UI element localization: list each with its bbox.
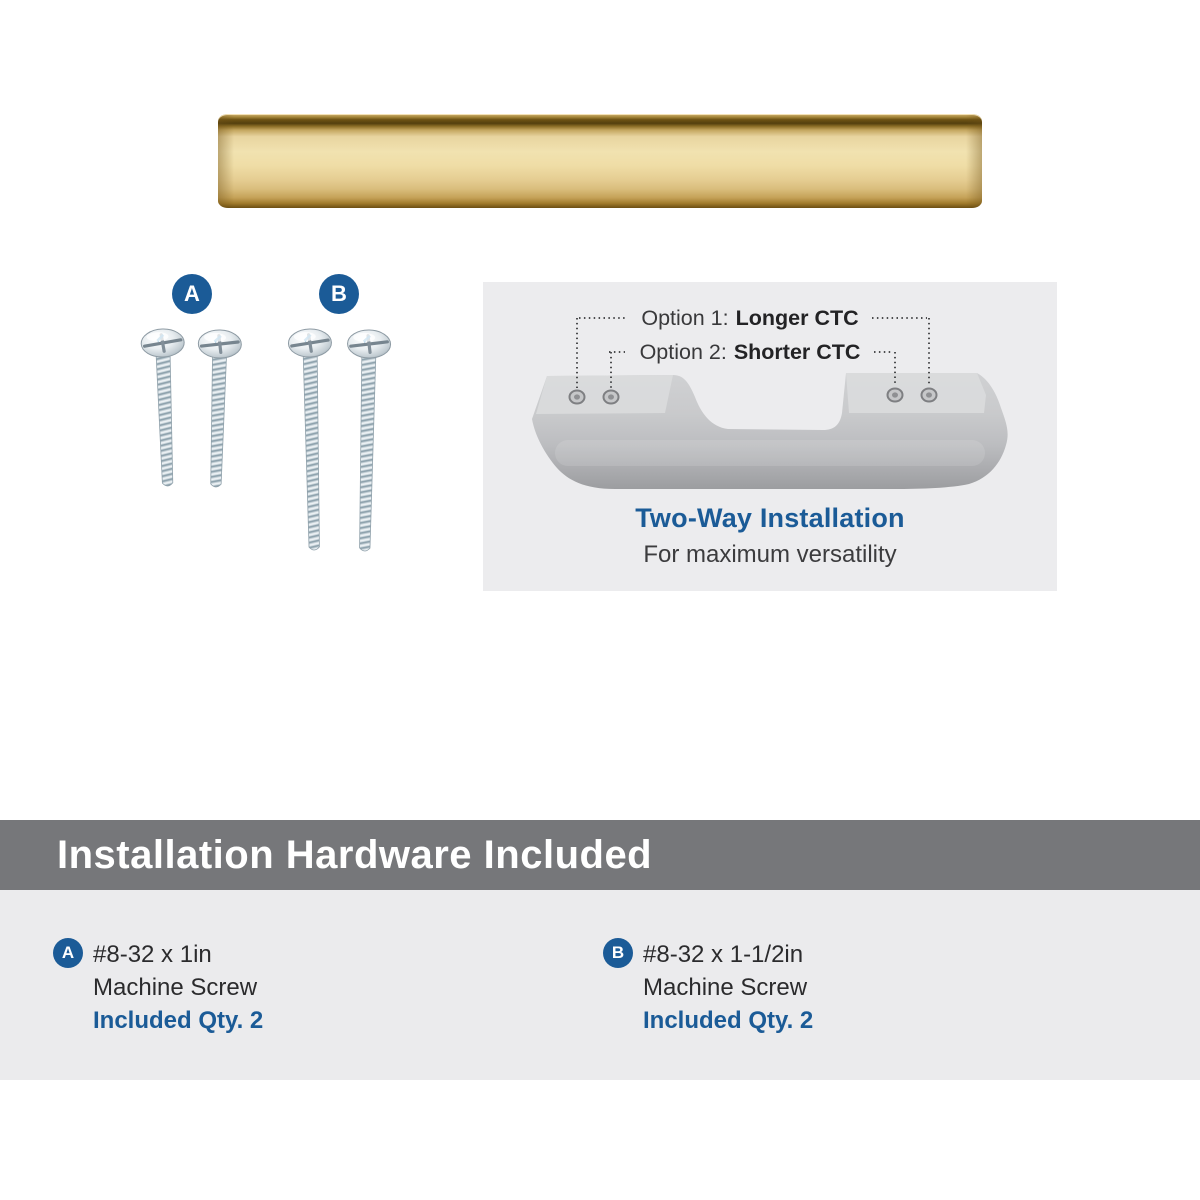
- option2-prefix: Option 2:: [639, 340, 727, 364]
- badge-b-label: B: [331, 281, 347, 306]
- option1-prefix: Option 1:: [641, 306, 729, 330]
- machine-screw-b1: [286, 326, 339, 557]
- item-b-qty: Included Qty. 2: [643, 1007, 814, 1034]
- screw-group-a-badge: [172, 274, 212, 314]
- item-b-size: #8-32 x 1-1/2in: [643, 941, 804, 968]
- two-way-installation-panel: [483, 282, 1057, 591]
- option2-value: Shorter CTC: [733, 340, 861, 364]
- item-a-size: #8-32 x 1in: [93, 941, 212, 968]
- item-a-badge-label: A: [61, 943, 75, 962]
- item-a-qty: Included Qty. 2: [93, 1007, 264, 1034]
- included-item-b: [603, 938, 813, 1037]
- handle-right-plate-top: [846, 373, 986, 413]
- handle-highlight: [555, 440, 985, 466]
- option1-label: [463, 306, 1037, 331]
- included-header-text: Installation Hardware Included: [57, 832, 653, 877]
- item-a-badge: [53, 938, 83, 968]
- item-b-badge-label: B: [611, 943, 625, 962]
- machine-screw-b2: [341, 327, 394, 558]
- included-section-header: [0, 820, 1200, 890]
- item-b-badge: [603, 938, 633, 968]
- panel-title: Two-Way Installation: [635, 503, 905, 533]
- gold-bar-pull-image: [218, 114, 982, 208]
- screw-group-b-badge: [319, 274, 359, 314]
- machine-screw-a1: [138, 325, 192, 493]
- badge-a-label: A: [184, 281, 200, 306]
- machine-screw-a2: [192, 326, 245, 493]
- panel-subtitle: For maximum versatility: [643, 541, 897, 568]
- included-section-body: [0, 890, 1200, 1080]
- option1-value: Longer CTC: [735, 306, 859, 330]
- included-item-a: [53, 938, 263, 1037]
- item-b-type: Machine Screw: [643, 974, 808, 1001]
- option2-label: [463, 340, 1037, 365]
- item-a-type: Machine Screw: [93, 974, 258, 1001]
